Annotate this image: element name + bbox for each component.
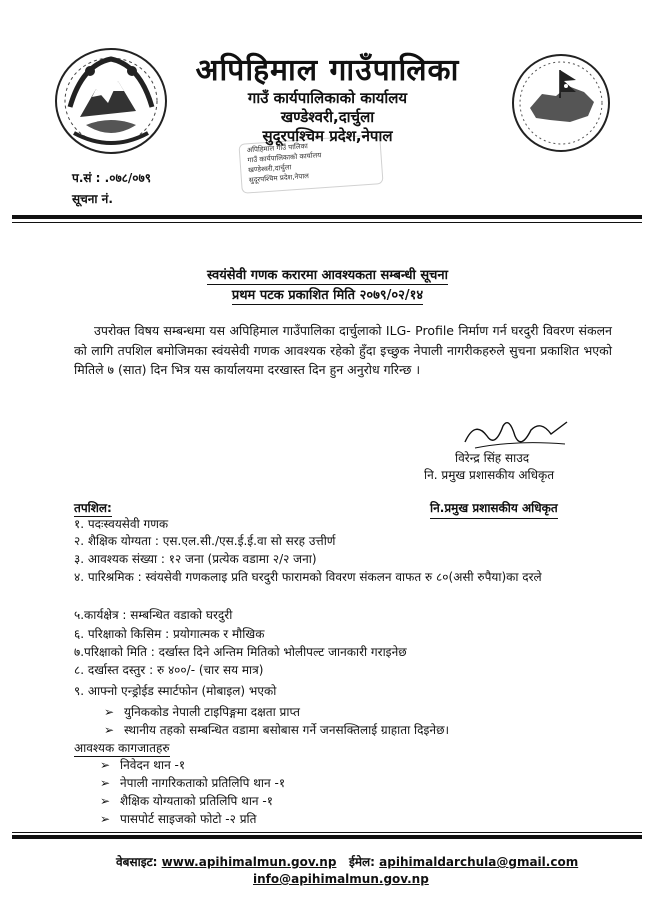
email-link[interactable]: apihimaldarchula@gmail.com xyxy=(379,855,579,869)
documents-heading: आवश्यक कागजातहरु xyxy=(74,741,170,755)
document-item xyxy=(100,774,285,791)
footer-email-line xyxy=(253,872,429,886)
notice-title-text: स्वयंसेवी गणक करारमा आवश्यकता सम्बन्धी सूचना xyxy=(206,268,449,283)
detail-item: ६. परिक्षाको किसिम : प्रयोगात्मक र मौखिक xyxy=(74,627,265,641)
office-name: गाउँ कार्यपालिकाको कार्यालय xyxy=(247,89,408,107)
office-province: सुदूरपश्चिम प्रदेश,नेपाल xyxy=(262,127,393,145)
footer-divider-thin xyxy=(12,832,642,833)
signatory-designation: नि. प्रमुख प्रशासकीय अधिकृत xyxy=(424,468,555,482)
header-divider-thin xyxy=(12,222,642,223)
detail-item: ३. आवश्यक संख्या : १२ जना (प्रत्येक वडामा २/२ जना) xyxy=(74,552,317,566)
reference-number: प.सं : .०७८/०७९ xyxy=(72,171,152,185)
document-item xyxy=(100,810,256,827)
detail-item: २. शैक्षिक योग्यता : एस.एल.सी./एस.ई.ई.वा सो सरह उत्तीर्ण xyxy=(74,534,336,548)
stamp-border xyxy=(238,134,383,194)
website-link[interactable]: www.apihimalmun.gov.np xyxy=(161,855,337,869)
footer-contact-line xyxy=(116,853,578,870)
notice-published-text: प्रथम पटक प्रकाशित मिति २०७९/०२/१४ xyxy=(231,288,424,303)
nepal-map-flag-icon xyxy=(510,50,612,156)
footer-divider xyxy=(12,835,642,839)
document-item-text: शैक्षिक योग्यताको प्रतिलिपि थान -१ xyxy=(120,794,273,808)
designation-stamp: नि.प्रमुख प्रशासकीय अधिकृत xyxy=(430,499,558,519)
sub-item-text: युनिककोड नेपाली टाइपिङ्गमा दक्षता प्राप्त xyxy=(124,705,301,719)
sub-item xyxy=(104,721,449,738)
stamp-line-4: सुदूरपश्चिम प्रदेश,नेपाल xyxy=(248,172,310,185)
notice-published-date xyxy=(0,285,655,303)
stamp-line-2: गाउँ कार्यपालिकाको कार्यालय xyxy=(247,151,322,165)
sub-item xyxy=(104,703,300,720)
detail-item: १. पदःस्वयसेवी गणक xyxy=(74,517,169,531)
detail-item: ८. दर्खास्त दस्तुर : रु ४००/- (चार सय मात्र) xyxy=(74,663,264,677)
office-stamp xyxy=(238,134,381,194)
document-item-text: नेपाली नागरिकताको प्रतिलिपि थान -१ xyxy=(120,776,286,790)
document-item xyxy=(100,756,185,773)
document-item-text: निवेदन थान -१ xyxy=(120,758,186,772)
arrow-bullet-icon: ➢ xyxy=(104,705,115,719)
details-heading: तपशिल: xyxy=(74,501,112,515)
arrow-bullet-icon: ➢ xyxy=(100,758,111,772)
detail-item: ४. पारिश्रमिक : स्वंयसेवी गणकलाइ प्रति घरदुरी फारामको विवरण संकलन वाफत रु ८०(असी रुपैया)का दरले xyxy=(74,570,542,584)
detail-item: ५.कार्यक्षेत्र : सम्बन्धित वडाको घरदुरी xyxy=(74,608,233,622)
stamp-line-3: खण्डेश्वरी,दार्चुला xyxy=(248,163,292,175)
signatory-name: विरेन्द्र सिंह साउद xyxy=(455,451,530,465)
arrow-bullet-icon: ➢ xyxy=(100,812,111,826)
detail-item: ७.परिक्षाको मिति : दर्खास्त दिने अन्तिम मितिको भोलीपल्ट जानकारी गराइनेछ xyxy=(74,645,407,659)
notice-number: सूचना नं. xyxy=(72,192,113,206)
sub-item-text: स्थानीय तहको सम्बन्धित वडामा बसोबास गर्ने जनसक्तिलाई ग्राहाता दिइनेछ। xyxy=(124,723,450,737)
email-link-2[interactable]: info@apihimalmun.gov.np xyxy=(253,872,429,886)
header-divider xyxy=(12,215,642,219)
arrow-bullet-icon: ➢ xyxy=(104,723,115,737)
notice-title xyxy=(0,265,655,283)
website-label: वेबसाइट: xyxy=(116,855,158,869)
arrow-bullet-icon: ➢ xyxy=(100,776,111,790)
notice-body: उपरोक्त विषय सम्बन्धमा यस अपिहिमाल गाउँपालिका दार्चुलाको ILG- Profile निर्माण गर्न घरदुरी विवरण संकलन को लागि तपशिल बमोजिमका स्वंयसेवी गणक आवश्यक रहेको हुँदा इच्छुक नेपाली नागरीकहरुले सुचना प्रकाशित भएको मितिले ७ (सात) दिन भित्र यस कार्यालयमा दरखास्त दिन हुन अनुरोध गरिन्छ । xyxy=(74,323,612,377)
email-label: ईमेल: xyxy=(348,855,375,869)
municipality-title: अपिहिमाल गाउँपालिका xyxy=(195,53,460,88)
detail-item: ९. आफ्नो एन्ड्रोईड स्मार्टफोन (मोबाइल) भएको xyxy=(74,684,277,698)
document-item xyxy=(100,792,273,809)
document-item-text: पासपोर्ट साइजको फोटो -२ प्रति xyxy=(120,812,257,826)
stamp-line-1: अपिहिमाल गाउँ पालिका xyxy=(246,142,309,155)
office-address: खण्डेश्वरी,दार्चुला xyxy=(280,108,375,126)
arrow-bullet-icon: ➢ xyxy=(100,794,111,808)
